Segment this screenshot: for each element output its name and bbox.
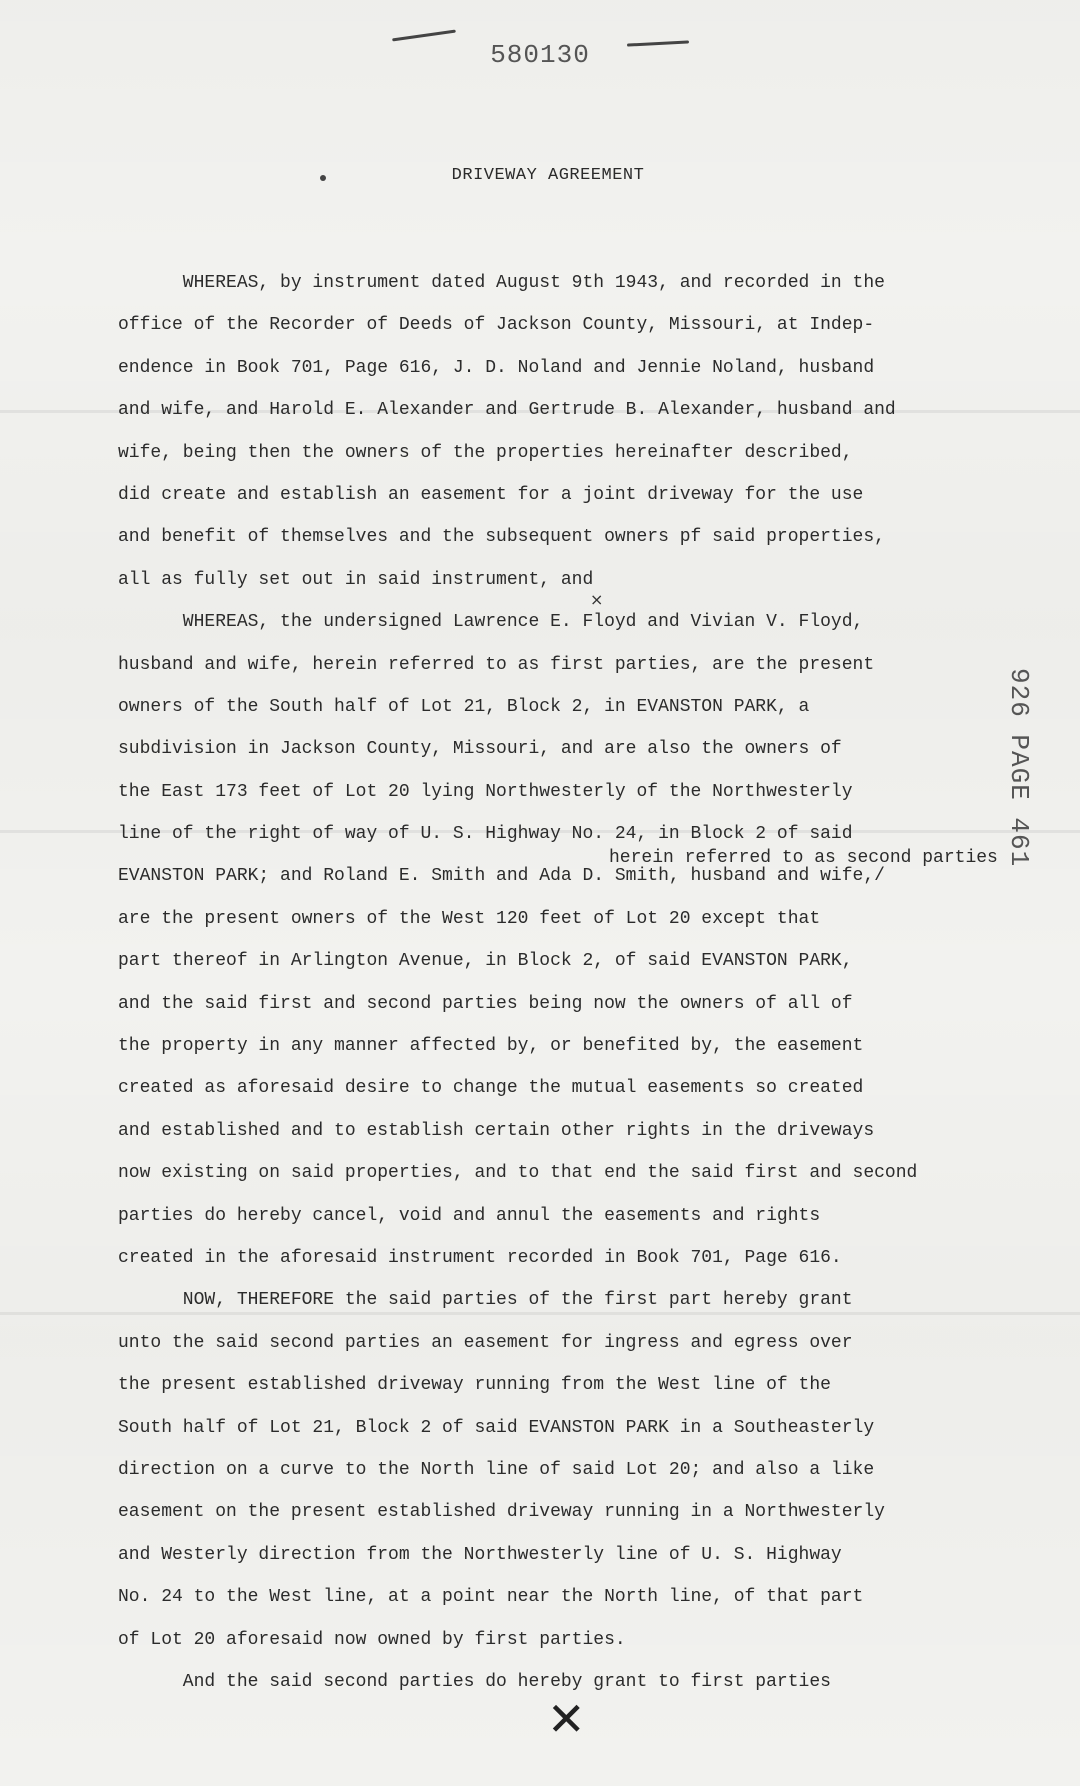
text-line: created in the aforesaid instrument recorded in Book 701, Page 616. xyxy=(118,1247,842,1268)
document-number: 580130 xyxy=(490,40,590,70)
text-line: And the said second parties do hereby grant to first parties xyxy=(118,1671,831,1692)
text-line: line of the right of way of U. S. Highway No. 24, in Block 2 of said xyxy=(118,824,853,845)
text-line: the property in any manner affected by, or benefited by, the easement xyxy=(118,1036,864,1057)
text-line: EVANSTON PARK; and Roland E. Smith and Ada D. Smith, husband and wife,/ xyxy=(118,866,885,887)
text-line: of Lot 20 aforesaid now owned by first parties. xyxy=(118,1629,626,1650)
text-line: all as fully set out in said instrument, and xyxy=(118,569,594,590)
text-line: No. 24 to the West line, at a point near the North line, of that part xyxy=(118,1587,864,1608)
text-line: endence in Book 701, Page 616, J. D. Noland and Jennie Noland, husband xyxy=(118,357,875,378)
text-line: now existing on said properties, and to that end the said first and second xyxy=(118,1163,918,1184)
x-mark-icon: × xyxy=(590,590,604,609)
text-line: and established and to establish certain other rights in the driveways xyxy=(118,1120,875,1141)
text-line: the East 173 feet of Lot 20 lying Northwesterly of the Northwesterly xyxy=(118,781,853,802)
text-line: created as aforesaid desire to change the mutual easements so created xyxy=(118,1078,864,1099)
text-line: office of the Recorder of Deeds of Jackson County, Missouri, at Indep- xyxy=(118,315,875,336)
text-line: owners of the South half of Lot 21, Block 2, in EVANSTON PARK, a xyxy=(118,696,810,717)
text-line: and Westerly direction from the Northwesterly line of U. S. Highway xyxy=(118,1544,842,1565)
text-line: parties do hereby cancel, void and annul the easements and rights xyxy=(118,1205,821,1226)
text-line: unto the said second parties an easement for ingress and egress over xyxy=(118,1332,853,1353)
interline-insert: herein referred to as second parties xyxy=(609,848,998,868)
text-line: the present established driveway running from the West line of the xyxy=(118,1375,831,1396)
document-title: DRIVEWAY AGREEMENT xyxy=(451,166,645,185)
text-line: are the present owners of the West 120 feet of Lot 20 except that xyxy=(118,908,821,929)
text-line: WHEREAS, the undersigned Lawrence E. Floyd and Vivian V. Floyd, xyxy=(118,612,864,633)
text-line: husband and wife, herein referred to as first parties, are the present xyxy=(118,654,875,675)
text-line: and benefit of themselves and the subsequent owners pf said properties, xyxy=(118,527,885,548)
book-page-stamp: 926 PAGE 461 xyxy=(1004,668,1034,868)
x-mark-icon: ✕ xyxy=(547,1692,586,1746)
text-line: direction on a curve to the North line of said Lot 20; and also a like xyxy=(118,1459,875,1480)
text-line: did create and establish an easement for a joint driveway for the use xyxy=(118,484,864,505)
text-line: and the said first and second parties being now the owners of all of xyxy=(118,993,853,1014)
text-line: WHEREAS, by instrument dated August 9th 1943, and recorded in the xyxy=(118,273,885,293)
text-line: and wife, and Harold E. Alexander and Gertrude B. Alexander, husband and xyxy=(118,400,896,421)
text-line: NOW, THEREFORE the said parties of the first part hereby grant xyxy=(118,1290,853,1311)
text-line: South half of Lot 21, Block 2 of said EVANSTON PARK in a Southeasterly xyxy=(118,1417,875,1438)
text-line: part thereof in Arlington Avenue, in Block 2, of said EVANSTON PARK, xyxy=(118,951,853,972)
text-line: subdivision in Jackson County, Missouri, and are also the owners of xyxy=(118,739,842,760)
document-body xyxy=(118,262,1078,1703)
text-line: easement on the present established driveway running in a Northwesterly xyxy=(118,1502,885,1523)
text-line: wife, being then the owners of the properties hereinafter described, xyxy=(118,442,853,463)
